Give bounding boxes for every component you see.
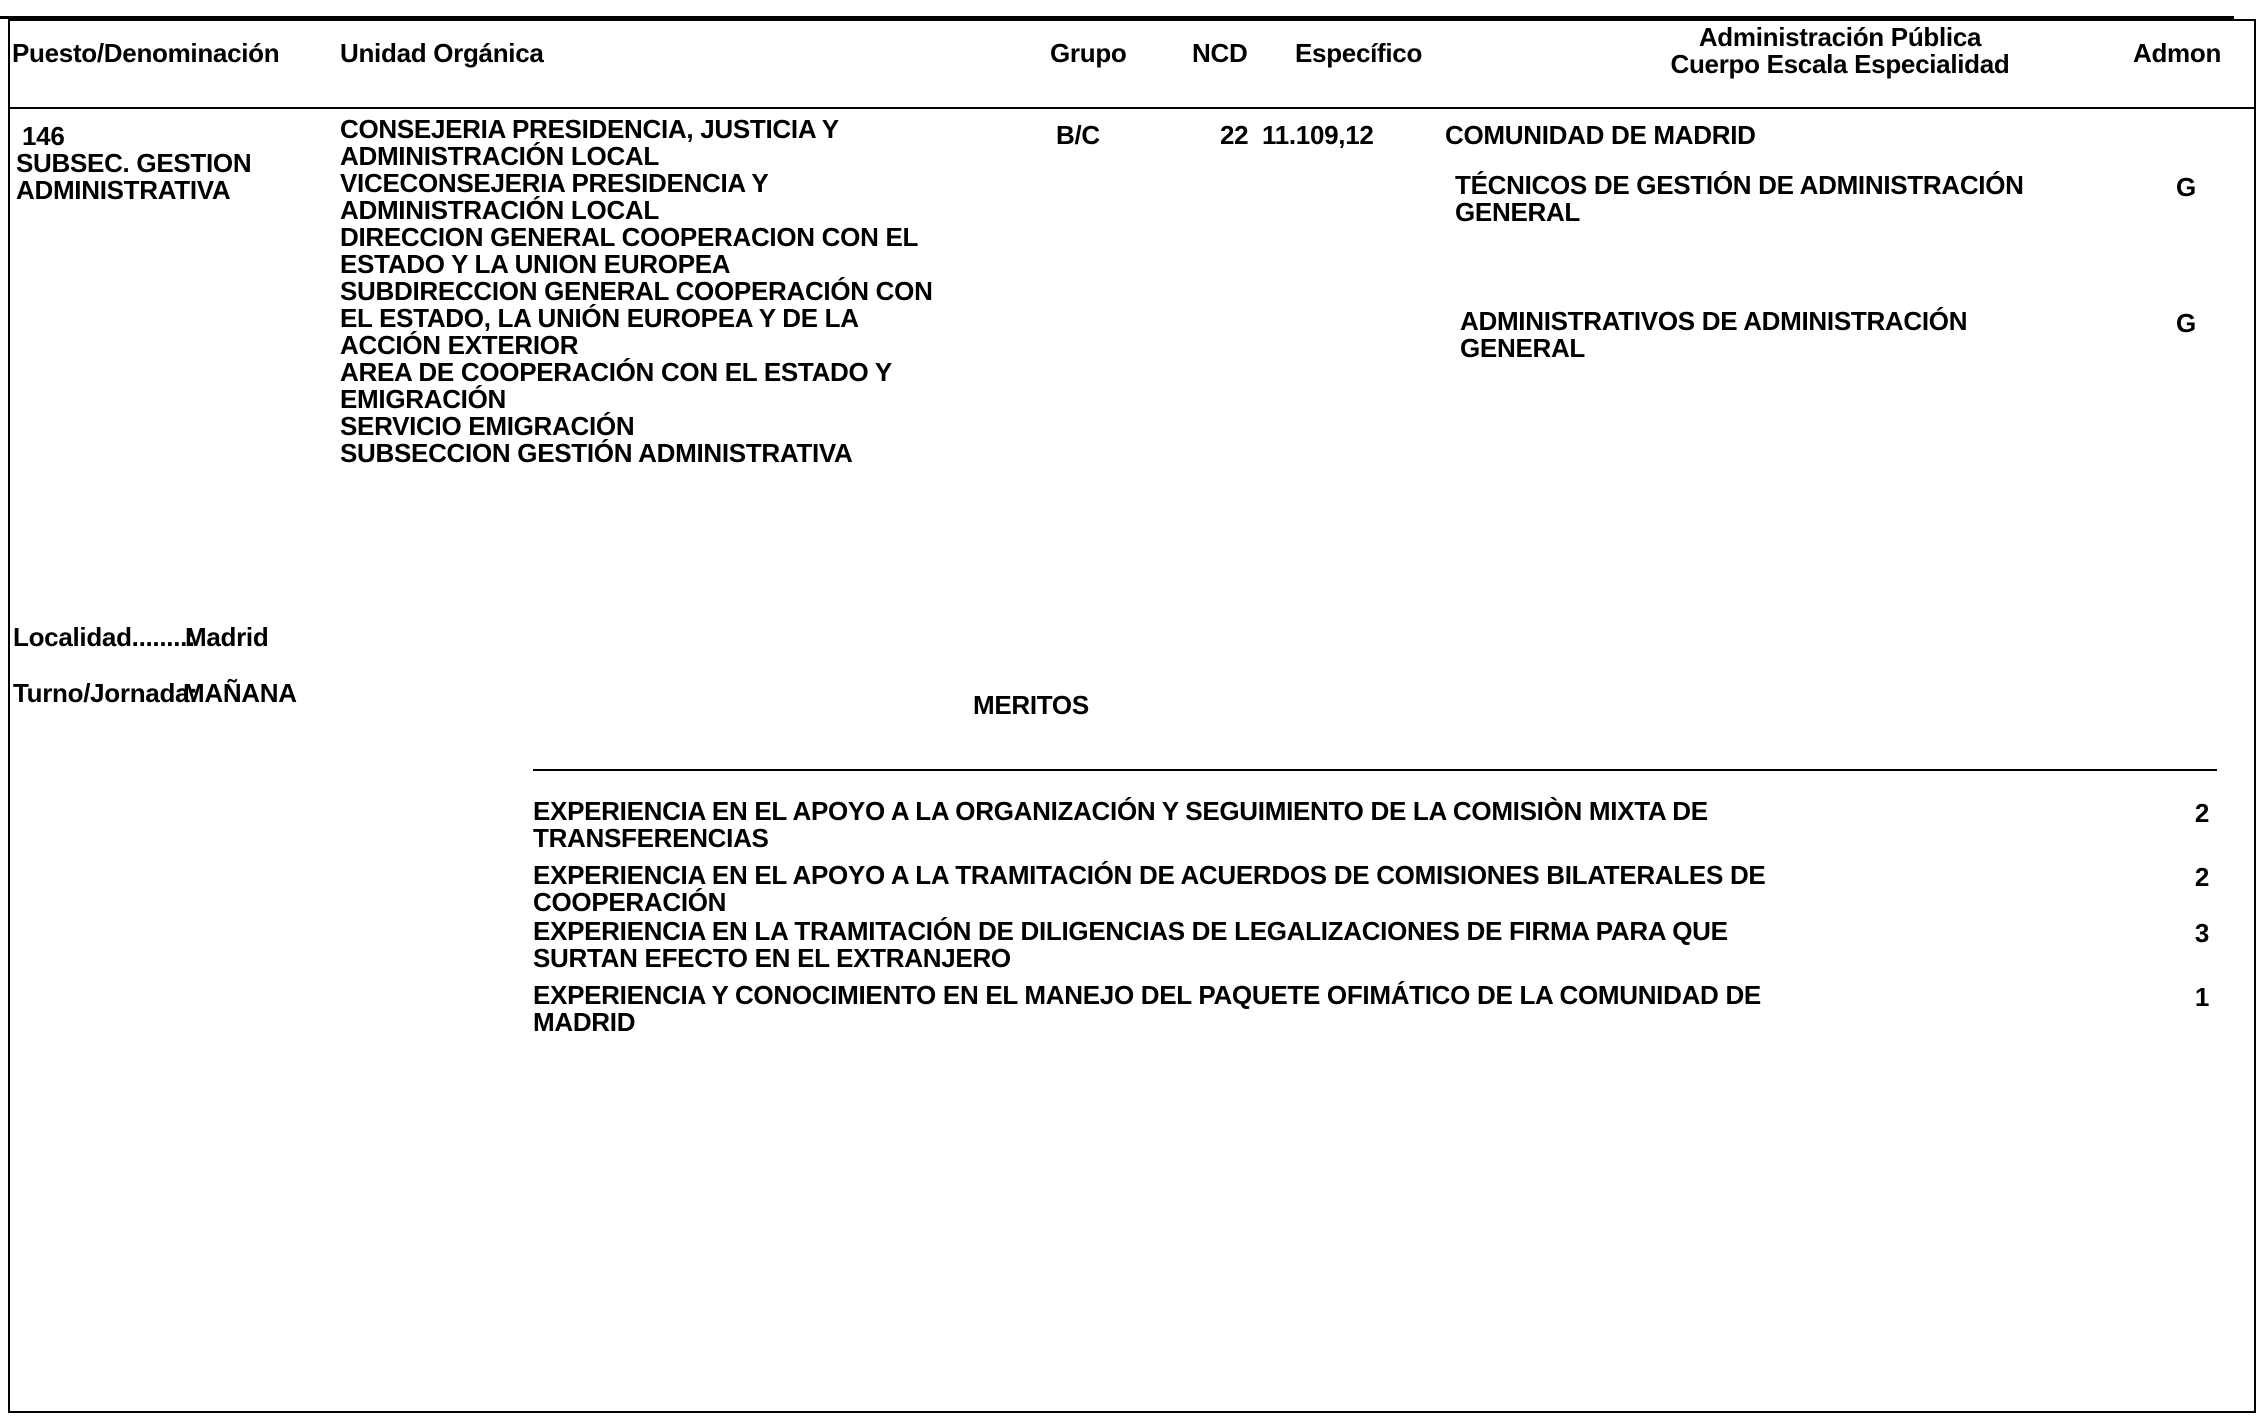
column-header-admin-publica-line1: Administración Pública <box>1698 22 1982 52</box>
merit-text-line: COOPERACIÓN <box>533 887 727 917</box>
merit-text-line: EXPERIENCIA Y CONOCIMIENTO EN EL MANEJO DEL PAQUETE OFIMÁTICO DE LA COMUNIDAD DE <box>533 980 1761 1010</box>
localidad-value: Madrid <box>185 622 269 652</box>
column-header-grupo: Grupo <box>1050 38 1127 68</box>
puesto-denominacion <box>16 150 251 204</box>
column-header-ncd: NCD <box>1192 38 1248 68</box>
admon-value-1: G <box>2176 172 2196 202</box>
header-separator <box>10 107 2254 109</box>
column-header-admon: Admon <box>2133 38 2222 68</box>
unidad-organica-line: VICECONSEJERIA PRESIDENCIA Y <box>340 168 769 198</box>
unidad-organica-line: DIRECCION GENERAL COOPERACION CON EL <box>340 222 919 252</box>
merit-text <box>533 862 1765 916</box>
unidad-organica-line: CONSEJERIA PRESIDENCIA, JUSTICIA Y <box>340 114 839 144</box>
especifico-value: 11.109,12 <box>1262 120 1374 150</box>
turno-jornada-value: MAÑANA <box>183 678 297 708</box>
merit-text <box>533 798 1708 852</box>
meritos-separator <box>533 769 2217 771</box>
column-header-admin-publica-line2: Cuerpo Escala Especialidad <box>1670 49 2010 79</box>
merit-text-line: MADRID <box>533 1007 636 1037</box>
meritos-title: MERITOS <box>973 690 1089 720</box>
puesto-numero: 146 <box>22 121 65 151</box>
unidad-organica-line: ADMINISTRACIÓN LOCAL <box>340 195 659 225</box>
unidad-organica-line: SUBSECCION GESTIÓN ADMINISTRATIVA <box>340 438 853 468</box>
merit-score: 2 <box>2194 862 2210 892</box>
merit-text <box>533 982 1761 1036</box>
merit-score: 1 <box>2194 982 2210 1012</box>
unidad-organica-line: ACCIÓN EXTERIOR <box>340 330 579 360</box>
puesto-denominacion-line: ADMINISTRATIVA <box>16 175 231 205</box>
localidad-label: Localidad........: <box>13 622 196 652</box>
cuerpo-escala-2 <box>1460 308 1967 362</box>
merit-text-line: SURTAN EFECTO EN EL EXTRANJERO <box>533 943 1011 973</box>
merit-text-line: EXPERIENCIA EN EL APOYO A LA TRAMITACIÓN DE ACUERDOS DE COMISIONES BILATERALES DE <box>533 860 1766 890</box>
grupo-value: B/C <box>1056 120 1100 150</box>
unidad-organica-line: SERVICIO EMIGRACIÓN <box>340 411 635 441</box>
puesto-denominacion-line: SUBSEC. GESTION <box>16 148 252 178</box>
unidad-organica <box>340 116 933 467</box>
merit-text-line: TRANSFERENCIAS <box>533 823 769 853</box>
cuerpo-escala-1-line: GENERAL <box>1455 197 1581 227</box>
unidad-organica-line: EL ESTADO, LA UNIÓN EUROPEA Y DE LA <box>340 303 859 333</box>
cuerpo-escala-1 <box>1455 172 2024 226</box>
column-header-unidad: Unidad Orgánica <box>340 38 544 68</box>
merit-score: 3 <box>2194 918 2210 948</box>
merit-score: 2 <box>2194 798 2210 828</box>
merit-text-line: EXPERIENCIA EN LA TRAMITACIÓN DE DILIGENCIAS DE LEGALIZACIONES DE FIRMA PARA QUE <box>533 916 1728 946</box>
cuerpo-escala-1-line: TÉCNICOS DE GESTIÓN DE ADMINISTRACIÓN <box>1455 170 2024 200</box>
admon-value-2: G <box>2176 308 2196 338</box>
cuerpo-escala-2-line: GENERAL <box>1460 333 1586 363</box>
merit-text <box>533 918 1728 972</box>
unidad-organica-line: AREA DE COOPERACIÓN CON EL ESTADO Y <box>340 357 892 387</box>
ncd-value: 22 <box>1220 120 1249 150</box>
merit-text-line: EXPERIENCIA EN EL APOYO A LA ORGANIZACIÓN Y SEGUIMIENTO DE LA COMISIÒN MIXTA DE <box>533 796 1708 826</box>
unidad-organica-line: ESTADO Y LA UNION EUROPEA <box>340 249 731 279</box>
unidad-organica-line: EMIGRACIÓN <box>340 384 507 414</box>
cuerpo-escala-2-line: ADMINISTRATIVOS DE ADMINISTRACIÓN <box>1460 306 1968 336</box>
administracion-publica-value: COMUNIDAD DE MADRID <box>1445 120 1756 150</box>
unidad-organica-line: SUBDIRECCION GENERAL COOPERACIÓN CON <box>340 276 933 306</box>
column-header-admin-publica <box>1560 24 2120 78</box>
unidad-organica-line: ADMINISTRACIÓN LOCAL <box>340 141 659 171</box>
column-header-especifico: Específico <box>1295 38 1423 68</box>
turno-jornada-label: Turno/Jornada: <box>13 678 198 708</box>
column-header-puesto: Puesto/Denominación <box>12 38 280 68</box>
